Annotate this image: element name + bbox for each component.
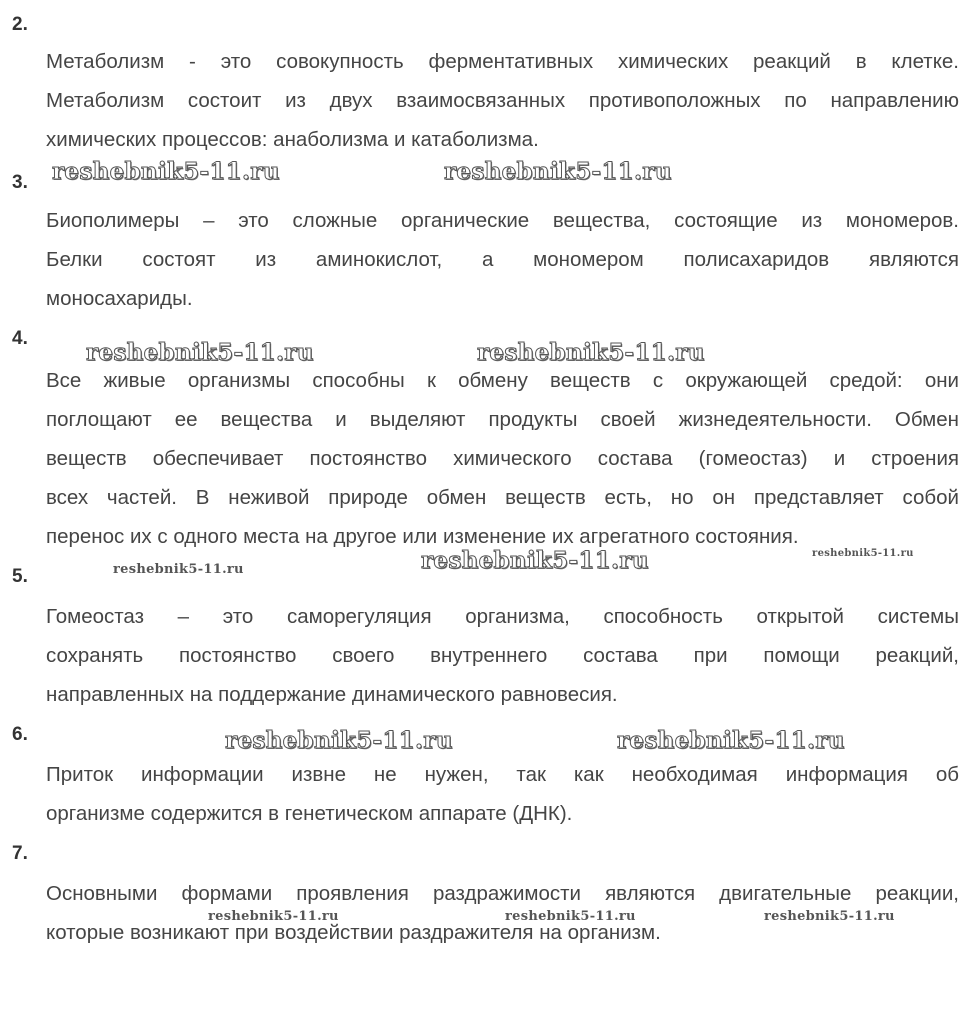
item-number-5: 5. [12,566,28,587]
answer-paragraph-3 [46,201,959,318]
watermark: reshebnik5-11.ru [764,909,895,924]
answer-line: Основными формами проявления раздражимости являются двигательные реакции, [46,882,959,905]
watermark: reshebnik5-11.ru [113,562,244,577]
watermark: reshebnik5-11.ru [225,727,453,754]
watermark: reshebnik5-11.ru [617,727,845,754]
answer-paragraph-7 [46,874,959,952]
watermark: reshebnik5-11.ru [505,909,636,924]
watermark: reshebnik5-11.ru [444,158,672,185]
answer-line: Все живые организмы способны к обмену веществ с окружающей средой: они [46,369,959,392]
watermark: reshebnik5-11.ru [208,909,339,924]
answer-line: сохранять постоянство своего внутреннего состава при помощи реакций, [46,644,959,667]
watermark: reshebnik5-11.ru [86,339,314,366]
answer-line: всех частей. В неживой природе обмен веществ есть, но он представляет собой [46,486,959,509]
item-number-4: 4. [12,328,28,349]
answer-line: веществ обеспечивает постоянство химического состава (гомеостаз) и строения [46,447,959,470]
answer-line: направленных на поддержание динамического равновесия. [46,683,618,706]
answer-paragraph-6 [46,755,959,833]
answer-paragraph-2 [46,42,959,159]
watermark: reshebnik5-11.ru [477,339,705,366]
answer-line: Белки состоят из аминокислот, а мономером полисахаридов являются [46,248,959,271]
item-number-7: 7. [12,843,28,864]
answer-line: Метаболизм состоит из двух взаимосвязанных противоположных по направлению [46,89,959,112]
answer-line: моносахариды. [46,287,193,310]
watermark: reshebnik5-11.ru [812,548,914,559]
item-number-2: 2. [12,14,28,35]
item-number-3: 3. [12,172,28,193]
answer-line: Биополимеры – это сложные органические вещества, состоящие из мономеров. [46,209,959,232]
item-number-6: 6. [12,724,28,745]
answer-line: перенос их с одного места на другое или изменение их агрегатного состояния. [46,525,799,548]
answer-paragraph-5 [46,597,959,714]
watermark: reshebnik5-11.ru [52,158,280,185]
answer-line: организме содержится в генетическом аппарате (ДНК). [46,802,573,825]
answer-line: химических процессов: анаболизма и катаболизма. [46,128,539,151]
answer-paragraph-4 [46,361,959,556]
answer-line: которые возникают при воздействии раздражителя на организм. [46,921,661,944]
answer-line: Метаболизм - это совокупность ферментативных химических реакций в клетке. [46,50,959,73]
watermark: reshebnik5-11.ru [421,547,649,574]
answer-line: Приток информации извне не нужен, так как необходимая информация об [46,763,959,786]
answer-line: Гомеостаз – это саморегуляция организма, способность открытой системы [46,605,959,628]
answer-line: поглощают ее вещества и выделяют продукты своей жизнедеятельности. Обмен [46,408,959,431]
